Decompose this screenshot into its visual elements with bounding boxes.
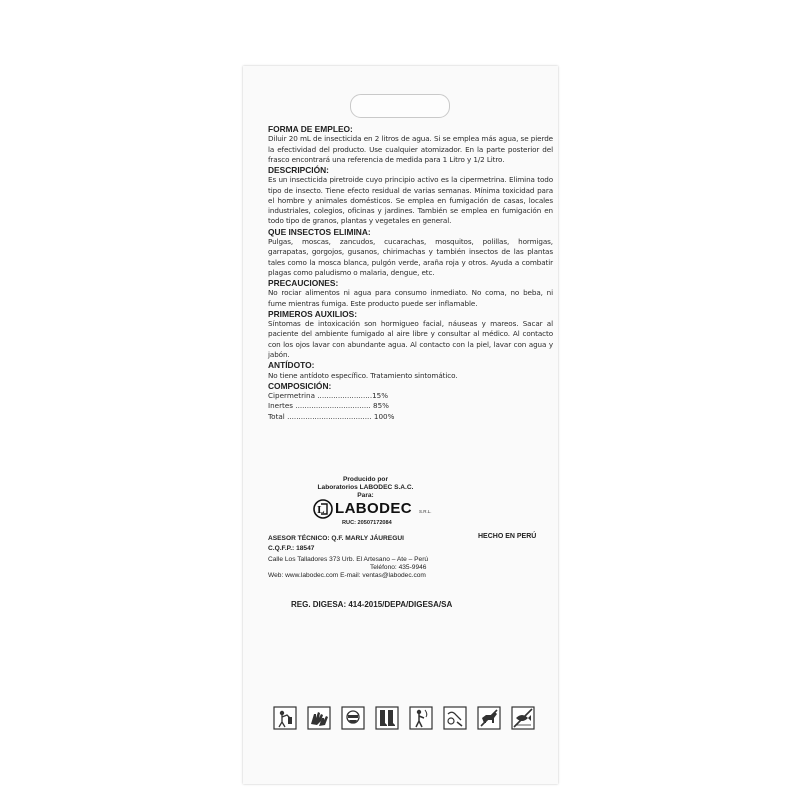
- section-primeros-auxilios: [268, 309, 553, 360]
- section-text: Pulgas, moscas, zancudos, cucarachas, mosquitos, polillas, hormigas, garrapatas, gorgojos, gusanos, chirimachas y también insectos de las plantas tales como la mosca blanca, pulgón verde, araña roja y otros. Ayuda a combatir plagas como paludismo o malaria, dengue, etc.: [268, 236, 553, 277]
- toxic-to-fish-icon: [511, 706, 535, 730]
- toxic-to-animals-icon: [477, 706, 501, 730]
- wear-mask-icon: [341, 706, 365, 730]
- labodec-logo-mark-icon: [313, 499, 333, 519]
- advisor-name: ASESOR TÉCNICO: Q.F. MARLY JÁUREGUI: [268, 535, 404, 542]
- instructions-block: [268, 124, 553, 422]
- producer-line: Para:: [357, 492, 374, 500]
- labodec-logo: [313, 499, 433, 521]
- address-block: [268, 556, 498, 579]
- composition-row: Cipermetrina ........................15%: [268, 391, 389, 401]
- producer-line: Producido por: [342, 476, 389, 483]
- section-text: Es un insecticida piretroide cuyo principio activo es la cipermetrina. Elimina todo tipo de insecto. Tiene efecto residual de varias semanas. Mínima toxicidad para el hombre y animales domésticos. Se emplea en fumigación de casas, locales industriales, colegios, oficinas y jardines. También se emplea en fumigación en todo tipo de granos, plantas y vegetales en general.: [268, 175, 553, 226]
- wear-gloves-icon: [307, 706, 331, 730]
- svg-text:L: L: [317, 504, 325, 516]
- wash-after-use-icon: [409, 706, 433, 730]
- address-line: Calle Los Talladores 373 Urb. El Artesano – Ate – Perú: [268, 556, 429, 563]
- composition-row: Total ..................................... 100%: [268, 411, 395, 421]
- safety-pictograms: [273, 706, 543, 732]
- section-title: ANTÍDOTO:: [268, 360, 315, 371]
- ruc-number: RUC: 20507172084: [342, 520, 392, 526]
- section-title: DESCRIPCIÓN:: [268, 165, 329, 176]
- section-title: FORMA DE EMPLEO:: [268, 124, 353, 134]
- section-text: Síntomas de intoxicación son hormigueo facial, náuseas y mareos. Sacar al paciente del ambiente fumigado al aire libre y consultar al médico. Al contacto con los ojos lavar con abundante agua. Al contacto con la piel, lavar con agua y jabón.: [268, 319, 553, 360]
- section-composicion: [268, 381, 553, 422]
- section-title: PRIMEROS AUXILIOS:: [268, 308, 358, 319]
- section-text: Diluir 20 mL de insecticida en 2 litros de agua. Si se emplea más agua, se pierde la efectividad del producto. Use cualquier atomizador. En la parte posterior del frasco encontrará una referencia de medida para 1 Litro y 1/2 Litro.: [268, 134, 553, 164]
- hang-hole: [350, 94, 450, 118]
- made-in-label: HECHO EN PERÚ: [478, 533, 537, 540]
- logo-suffix: S.R.L.: [419, 509, 432, 514]
- composition-row: Inertes ................................. 85%: [268, 401, 389, 411]
- section-text: No rociar alimentos ni agua para consumo inmediato. No coma, no beba, ni fume mientras fumiga. Este producto puede ser inflamable.: [268, 288, 553, 308]
- registration-number: REG. DIGESA: 414-2015/DEPA/DIGESA/SA: [291, 600, 453, 609]
- section-title: COMPOSICIÓN:: [268, 380, 332, 391]
- section-text: No tiene antídoto específico. Tratamiento sintomático.: [268, 370, 458, 380]
- producer-info: [268, 476, 463, 501]
- section-forma-de-empleo: [268, 124, 553, 165]
- section-que-insectos-elimina: [268, 227, 553, 278]
- producer-line: Laboratorios LABODEC S.A.C.: [317, 484, 414, 492]
- logo-wordmark: LABODEC: [335, 500, 412, 517]
- section-descripcion: [268, 165, 553, 227]
- keep-out-of-reach-of-children-icon: [273, 706, 297, 730]
- advisor-license: C.Q.F.P.: 18547: [268, 545, 315, 552]
- section-title: QUE INSECTOS ELIMINA:: [268, 226, 371, 237]
- section-antidoto: [268, 360, 553, 381]
- do-not-spray-on-food-icon: [443, 706, 467, 730]
- technical-advisor: [268, 534, 404, 554]
- section-title: PRECAUCIONES:: [268, 278, 339, 289]
- wear-boots-icon: [375, 706, 399, 730]
- section-precauciones: [268, 278, 553, 309]
- phone-line: Teléfono: 435-9946: [370, 563, 427, 571]
- web-email-line: Web: www.labodec.com E-mail: ventas@labodec.com: [268, 571, 426, 579]
